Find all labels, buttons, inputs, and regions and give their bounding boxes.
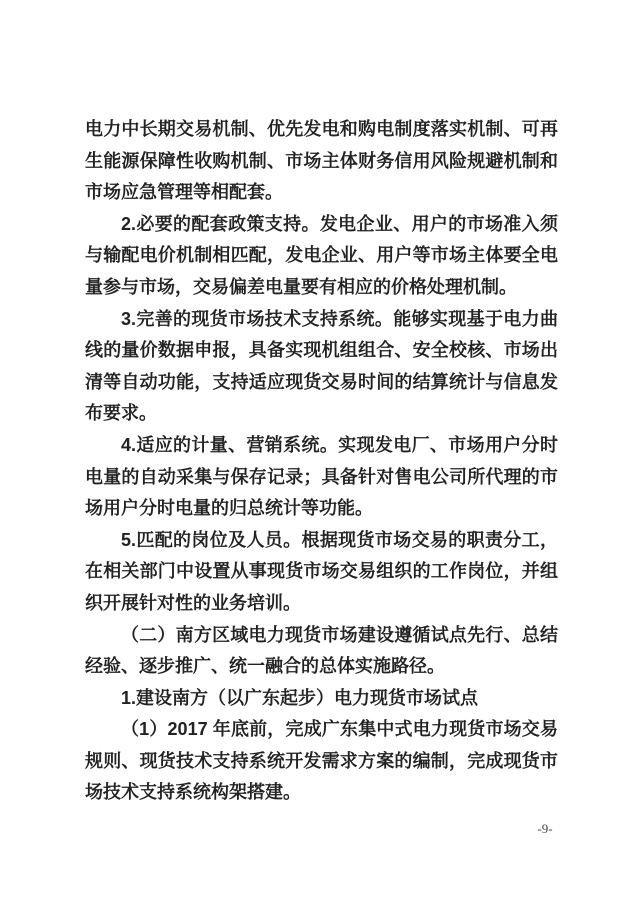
paragraph: 4.适应的计量、营销系统。实现发电厂、市场用户分时电量的自动采集与保存记录；具备针对售电公司所代理的市场用户分时电量的归总统计等功能。 (85, 434, 558, 519)
paragraph: 3.完善的现货市场技术支持系统。能够实现基于电力曲线的量价数据申报，具备实现机组组合、安全校核、市场出清等自动功能，支持适应现货交易时间的结算统计与信息发布要求。 (85, 308, 558, 424)
paragraph: 2.必要的配套政策支持。发电企业、用户的市场准入须与输配电价机制相匹配，发电企业、用户等市场主体要全电量参与市场，交易偏差电量要有相应的价格处理机制。 (85, 213, 558, 297)
paragraph: （1）2017 年底前，完成广东集中式电力现货市场交易规则、现货技术支持系统开发需求方案的编制，完成现货市场技术支持系统构架搭建。 (85, 719, 558, 803)
paragraph: 1.建设南方（以广东起步）电力现货市场试点 (121, 687, 479, 708)
document-body (85, 114, 558, 809)
page-number: -9- (537, 821, 553, 836)
paragraph: （二）南方区域电力现货市场建设遵循试点先行、总结经验、逐步推广、统一融合的总体实施路径。 (85, 624, 558, 677)
paragraph: 电力中长期交易机制、优先发电和购电制度落实机制、可再生能源保障性收购机制、市场主体财务信用风险规避机制和市场应急管理等相配套。 (85, 119, 558, 203)
paragraph: 5.匹配的岗位及人员。根据现货市场交易的职责分工，在相关部门中设置从事现货市场交易组织的工作岗位，并组织开展针对性的业务培训。 (85, 529, 558, 613)
